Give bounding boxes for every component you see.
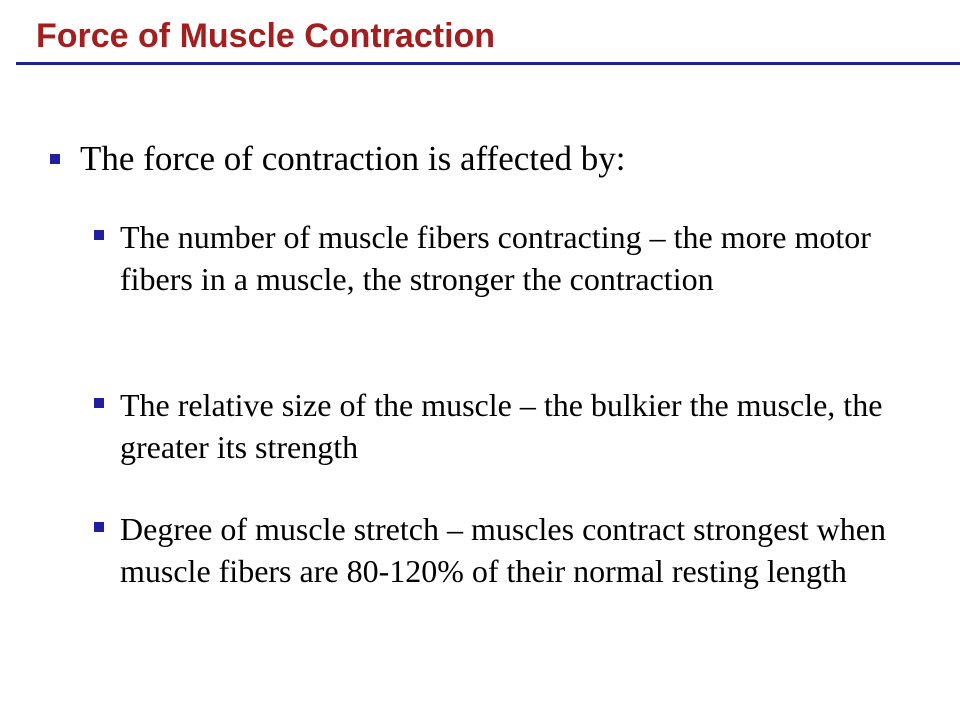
- square-bullet-icon: [94, 522, 104, 532]
- square-bullet-icon: [94, 230, 104, 240]
- square-bullet-icon: [94, 398, 104, 408]
- sub-bullet-text: Degree of muscle stretch – muscles contract strongest when muscle fibers are 80-120% of their normal resting length: [120, 511, 886, 589]
- slide-title: Force of Muscle Contraction: [36, 17, 496, 55]
- title-underline: [16, 62, 960, 65]
- sub-bullet-text: The number of muscle fibers contracting – the more motor fibers in a muscle, the stronger the contraction: [120, 219, 871, 297]
- sub-bullet-text: The relative size of the muscle – the bulkier the muscle, the greater its strength: [120, 387, 883, 465]
- square-bullet-icon: [50, 154, 60, 164]
- main-bullet-text: The force of contraction is affected by:: [80, 139, 626, 178]
